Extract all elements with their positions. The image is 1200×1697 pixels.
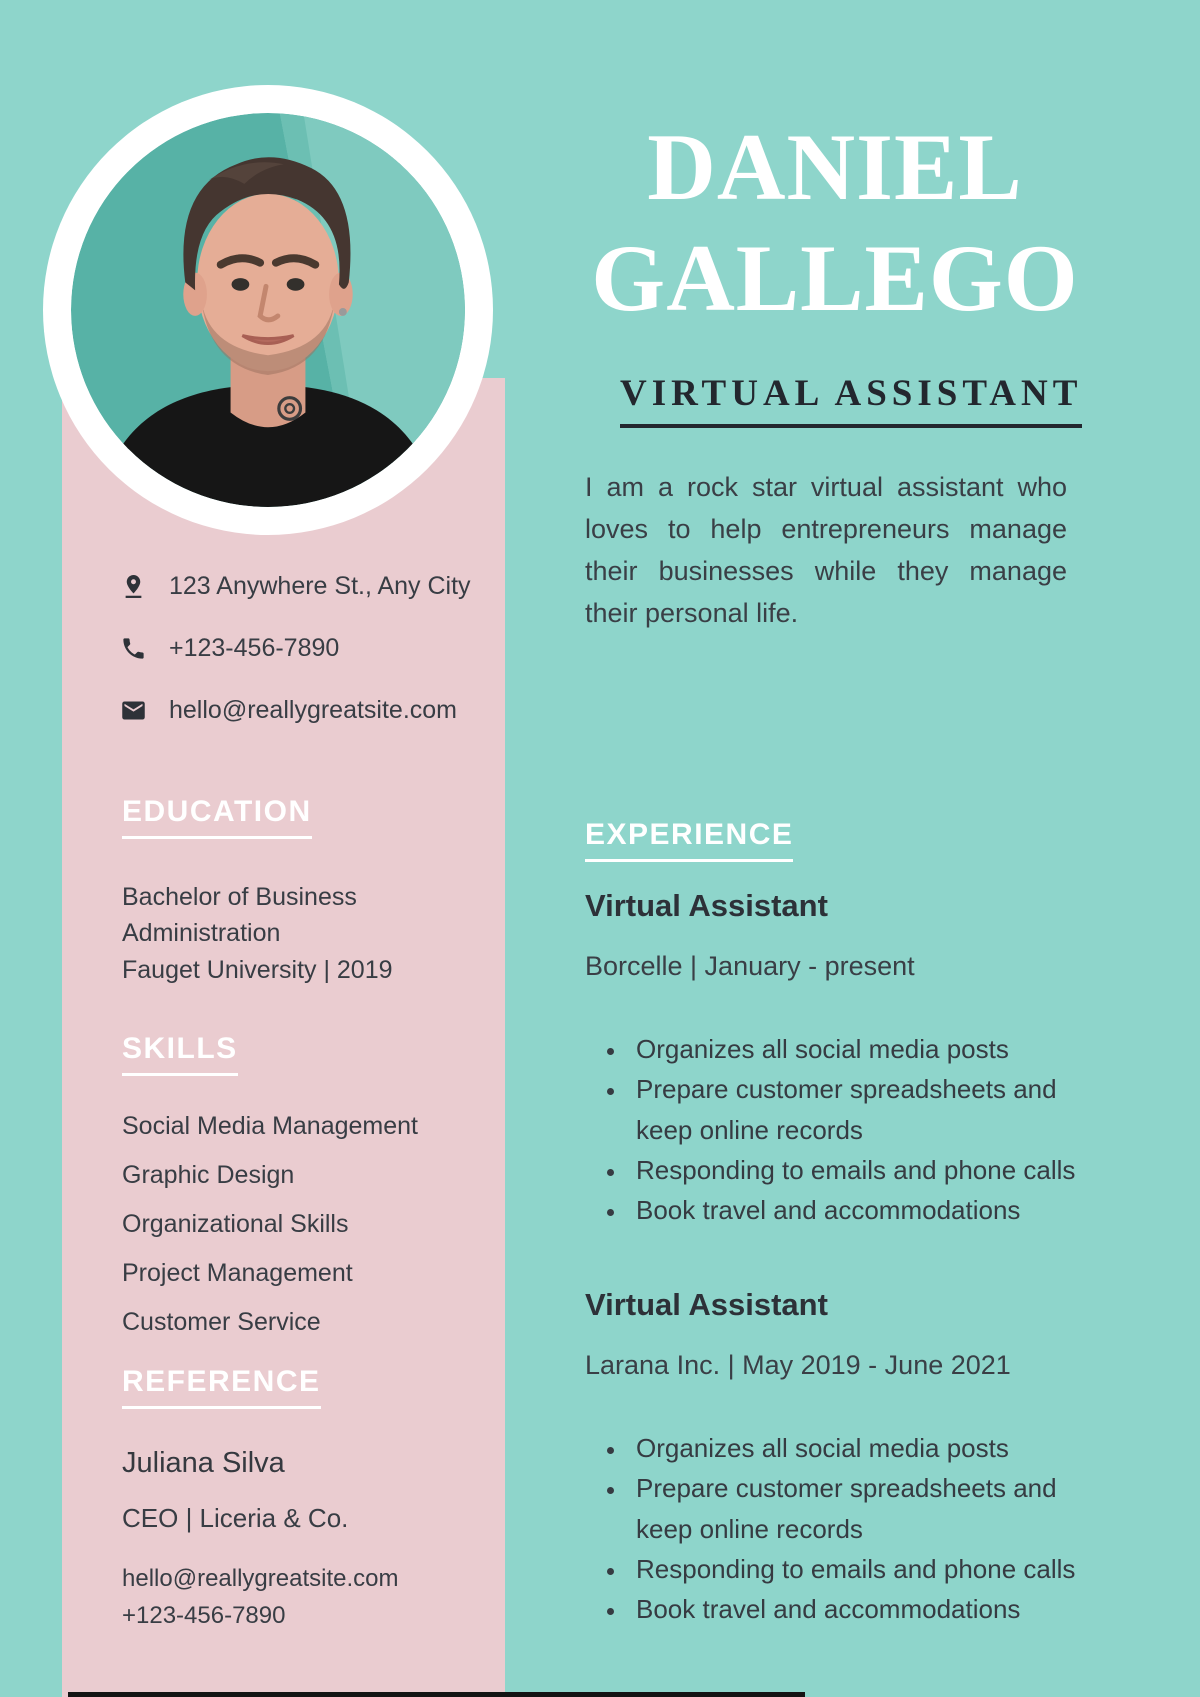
job-bullet-list xyxy=(585,1428,1085,1629)
education-degree: Bachelor of Business Administration xyxy=(122,883,357,947)
experience-job-1 xyxy=(585,888,1085,1230)
job-title-heading: VIRTUAL ASSISTANT xyxy=(620,372,1082,428)
skill-item: Organizational Skills xyxy=(122,1210,349,1238)
job-bullet: • Prepare customer spreadsheets and keep online records xyxy=(627,1069,1085,1150)
location-pin-icon xyxy=(120,573,147,600)
phone-icon xyxy=(120,635,147,662)
job-title: Virtual Assistant xyxy=(585,888,828,923)
skills-list xyxy=(122,1112,462,1337)
profile-photo xyxy=(71,113,465,507)
job-bullet: • Responding to emails and phone calls xyxy=(627,1549,1085,1589)
education-school: Fauget University | 2019 xyxy=(122,956,393,984)
contact-phone: +123-456-7890 xyxy=(169,634,340,662)
experience-heading: EXPERIENCE xyxy=(585,818,793,862)
email-icon xyxy=(120,697,147,724)
job-title: Virtual Assistant xyxy=(585,1287,828,1322)
experience-job-2 xyxy=(585,1287,1085,1629)
skills-section xyxy=(122,1032,462,1357)
contact-email: hello@reallygreatsite.com xyxy=(169,696,458,724)
contact-address: 123 Anywhere St., Any City xyxy=(169,572,471,600)
reference-heading: REFERENCE xyxy=(122,1365,321,1409)
job-bullet: • Book travel and accommodations xyxy=(627,1190,1085,1230)
last-name: GALLEGO xyxy=(591,225,1079,332)
contact-address-row xyxy=(120,572,480,601)
reference-contact xyxy=(122,1560,462,1634)
education-heading: EDUCATION xyxy=(122,795,312,839)
reference-role: CEO | Liceria & Co. xyxy=(122,1503,349,1533)
reference-phone: +123-456-7890 xyxy=(122,1602,286,1630)
skill-item: Graphic Design xyxy=(122,1161,295,1189)
job-bullet: • Prepare customer spreadsheets and keep online records xyxy=(627,1468,1085,1549)
reference-section xyxy=(122,1365,462,1634)
contact-section xyxy=(120,572,480,758)
page-bottom-bar xyxy=(68,1692,805,1697)
contact-email-row xyxy=(120,696,480,725)
job-bullet: • Responding to emails and phone calls xyxy=(627,1150,1085,1190)
job-bullet: • Book travel and accommodations xyxy=(627,1589,1085,1629)
job-bullet-list xyxy=(585,1029,1085,1230)
job-bullet: • Organizes all social media posts xyxy=(627,1029,1085,1069)
reference-email: hello@reallygreatsite.com xyxy=(122,1565,399,1592)
job-company-dates: Borcelle | January - present xyxy=(585,951,915,981)
person-name xyxy=(585,112,1085,334)
first-name: DANIEL xyxy=(647,114,1023,220)
job-bullet: • Organizes all social media posts xyxy=(627,1428,1085,1468)
profile-photo-ring xyxy=(43,85,493,535)
skills-heading: SKILLS xyxy=(122,1032,238,1076)
skill-item: Project Management xyxy=(122,1259,353,1287)
skill-item: Customer Service xyxy=(122,1308,321,1336)
education-section xyxy=(122,795,452,988)
job-company-dates: Larana Inc. | May 2019 - June 2021 xyxy=(585,1350,1011,1380)
profile-summary: I am a rock star virtual assistant who loves to help entrepreneurs manage their businesses while they manage their personal life. xyxy=(585,472,1067,628)
reference-name: Juliana Silva xyxy=(122,1447,285,1479)
profile-photo-illustration xyxy=(71,113,465,507)
skill-item: Social Media Management xyxy=(122,1112,418,1140)
contact-phone-row xyxy=(120,634,480,663)
